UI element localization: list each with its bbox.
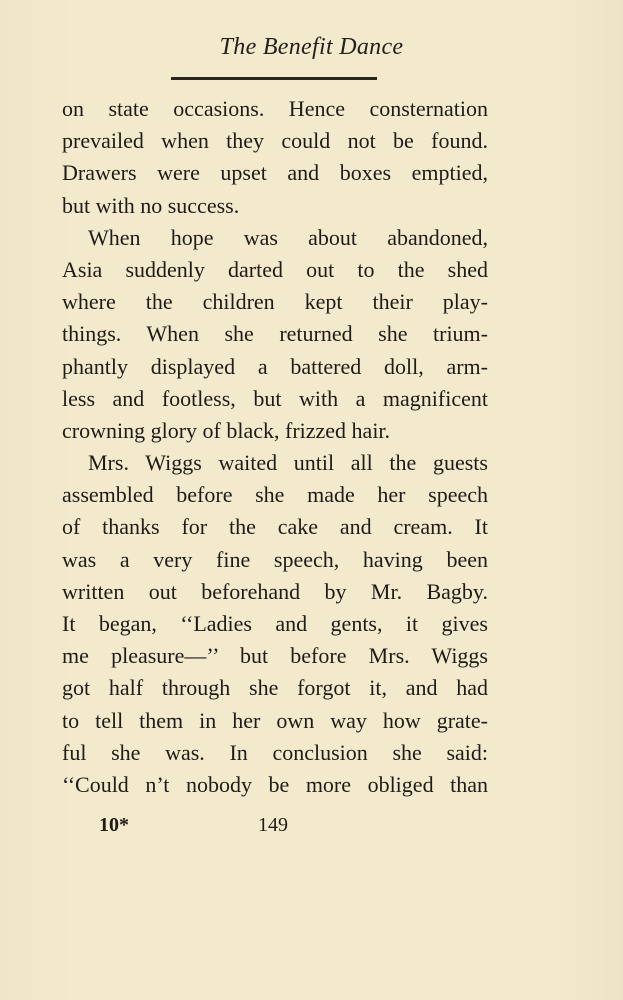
- text-line: where the children kept their play-: [62, 289, 488, 315]
- signature-mark: 10*: [99, 814, 129, 836]
- text-line: but with no success.: [62, 192, 240, 218]
- text-line: things. When she returned she trium-: [62, 321, 488, 347]
- text-line: phantly displayed a battered doll, arm-: [62, 353, 488, 379]
- text-line: Asia suddenly darted out to the shed: [62, 256, 488, 282]
- header-rule: [171, 77, 377, 80]
- text-line: me pleasure—’’ but before Mrs. Wiggs: [62, 643, 488, 669]
- text-line: It began, ‘‘Ladies and gents, it gives: [62, 611, 488, 636]
- text-line: ‘‘Could n’t nobody be more obliged than: [62, 771, 488, 797]
- text-line: of thanks for the cake and cream. It: [62, 514, 488, 540]
- text-line: Mrs. Wiggs waited until all the guests: [88, 450, 488, 476]
- text-line: to tell them in her own way how grate-: [62, 707, 488, 733]
- text-line: less and footless, but with a magnificent: [62, 385, 488, 411]
- body-text: [62, 93, 488, 801]
- text-line: was a very fine speech, having been: [62, 546, 488, 572]
- page-number: 149: [258, 814, 288, 836]
- text-line: crowning glory of black, frizzed hair.: [62, 417, 391, 443]
- text-line: assembled before she made her speech: [62, 482, 488, 508]
- text-line: on state occasions. Hence consternation: [62, 96, 488, 121]
- text-line: written out beforehand by Mr. Bagby.: [62, 578, 488, 604]
- text-line: Drawers were upset and boxes emptied,: [62, 160, 488, 186]
- text-line: ful she was. In conclusion she said:: [62, 739, 488, 765]
- text-line: prevailed when they could not be found.: [62, 128, 488, 154]
- text-line: got half through she forgot it, and had: [62, 675, 488, 701]
- text-line: When hope was about abandoned,: [88, 224, 488, 250]
- running-head: The Benefit Dance: [219, 34, 404, 60]
